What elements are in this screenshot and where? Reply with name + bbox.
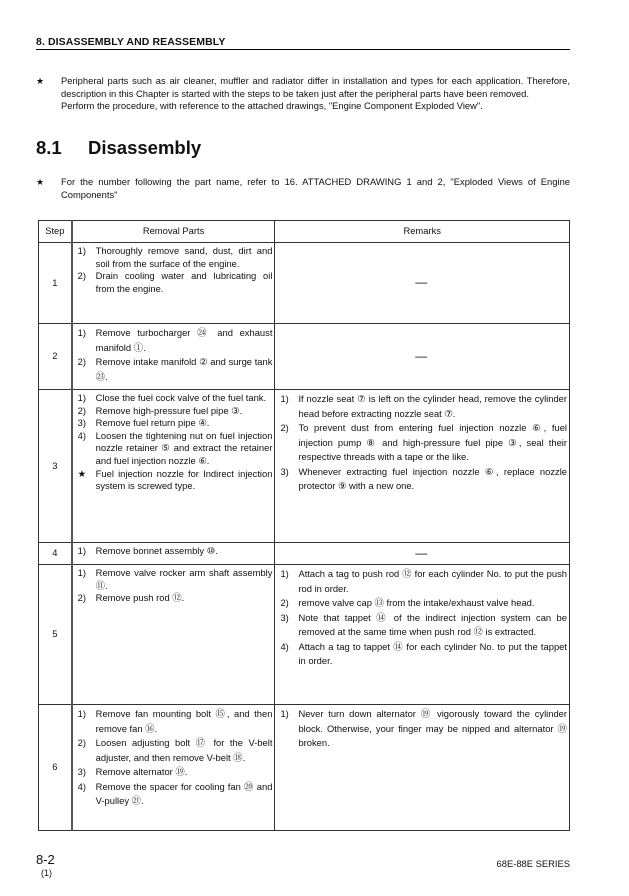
removal-item — [73, 592, 273, 605]
removal-item — [73, 765, 273, 780]
remark-item — [275, 640, 567, 669]
item-text: Close the fuel cock valve of the fuel tank. — [95, 392, 267, 403]
item-text: Remove push rod ⑫. — [95, 592, 185, 604]
remark-item — [275, 596, 567, 611]
item-number: 3) — [77, 766, 87, 777]
header-step: Step — [39, 221, 72, 243]
removal-parts-cell — [72, 565, 275, 705]
item-text: Drain cooling water and lubricating oil from the engine. — [95, 270, 273, 294]
item-text: Loosen adjusting bolt ⑰ for the V-belt adjuster, and then remove V-belt ⑱. — [95, 737, 273, 763]
page-revision: (1) — [41, 868, 52, 878]
item-text: Remove the spacer for cooling fan ⑳ and V-pulley ㉑. — [95, 780, 273, 806]
remark-item — [275, 707, 567, 751]
item-text: Thoroughly remove sand, dust, dirt and soil from the surface of the engine. — [95, 245, 273, 269]
item-text: Remove valve rocker arm shaft assembly ⑪. — [95, 567, 273, 591]
item-text: Attach a tag to push rod ⑫ for each cylinder No. to put the push rod in order. — [298, 568, 567, 594]
remark-item — [275, 611, 567, 640]
header-remarks: Remarks — [275, 221, 570, 243]
table-row — [39, 565, 570, 705]
item-text: Remove turbocharger ㉔ and exhaust manifold ①. — [95, 327, 273, 353]
removal-item — [73, 430, 273, 468]
item-text: Never turn down alternator ⑲ vigorously toward the cylinder block. Otherwise, your finger may be nipped and alternator ⑲ broken. — [298, 708, 567, 748]
item-text: remove valve cap ⑬ from the intake/exhaust valve head. — [298, 597, 535, 608]
step-number: 1 — [39, 243, 72, 324]
step-number: 2 — [39, 324, 72, 390]
item-text: Remove fuel return pipe ④. — [95, 417, 210, 429]
item-text: Remove alternator ⑲. — [95, 766, 188, 777]
item-number: 1) — [280, 393, 289, 404]
intro-note — [36, 75, 570, 113]
remarks-none-dash: — — [275, 324, 570, 390]
item-number: 3) — [77, 417, 87, 429]
chapter-name: Disassembly — [88, 137, 202, 158]
removal-item — [73, 707, 273, 736]
item-text: Remove intake manifold ② and surge tank ㉓. — [95, 356, 273, 382]
reference-note — [36, 176, 570, 201]
chapter-number: 8.1 — [36, 137, 62, 158]
removal-item — [73, 417, 273, 430]
intro-note-text-2: Perform the procedure, with reference to the attached drawings, "Engine Component Exploded View". — [61, 100, 483, 112]
step-number: 5 — [39, 565, 72, 705]
item-text: Attach a tag to tappet ⑭ for each cylinder No. to put the tappet in order. — [298, 640, 567, 666]
removal-item — [73, 567, 273, 592]
item-text: To prevent dust from entering fuel injection nozzle ⑥, fuel injection pump ⑧ and high-pressure fuel pipe ③, seal their respective threads with a tape or the like. — [298, 422, 567, 462]
item-text: Remove high-pressure fuel pipe ③. — [95, 404, 243, 416]
removal-parts-cell — [72, 705, 275, 831]
removal-parts-cell — [72, 243, 275, 324]
page-number: 8-2 — [36, 852, 55, 867]
section-header: 8. DISASSEMBLY AND REASSEMBLY — [36, 36, 570, 50]
star-bullet-icon: ★ — [36, 177, 45, 187]
table-body — [39, 243, 570, 831]
removal-item — [73, 270, 273, 295]
step-number: 3 — [39, 390, 72, 543]
removal-item — [73, 468, 273, 493]
table-header-row — [39, 221, 570, 243]
item-number: 1) — [77, 567, 87, 578]
item-number: 2) — [77, 270, 87, 282]
removal-item — [73, 736, 273, 765]
removal-parts-cell — [72, 543, 275, 565]
item-text: If nozzle seat ⑦ is left on the cylinder head, remove the cylinder head before extracting nozzle seat ⑦. — [298, 393, 567, 419]
remarks-none-dash: — — [275, 243, 570, 324]
item-text: Note that tappet ⑭ of the indirect injection system can be removed at the same time when push rod ⑫ is extracted. — [298, 611, 567, 637]
remarks-cell — [275, 565, 570, 705]
item-number: 1) — [77, 545, 87, 556]
item-number: 2) — [77, 356, 87, 367]
removal-item — [73, 392, 273, 405]
chapter-title — [36, 137, 201, 159]
disassembly-table — [38, 220, 570, 831]
remark-item — [275, 567, 567, 596]
item-number: 3) — [280, 465, 289, 477]
item-number: 3) — [280, 611, 289, 623]
removal-parts-cell — [72, 324, 275, 390]
item-number: 2) — [280, 422, 289, 433]
item-number: 1) — [77, 708, 87, 719]
remark-item — [275, 465, 567, 494]
item-number: 4) — [77, 429, 87, 441]
table-row — [39, 705, 570, 831]
removal-item — [73, 245, 273, 270]
step-number: 4 — [39, 543, 72, 565]
item-number: 1) — [280, 568, 289, 579]
removal-item — [73, 405, 273, 418]
item-number: 1) — [280, 708, 289, 719]
removal-item — [73, 355, 273, 384]
series-name: 68E-88E SERIES — [496, 858, 570, 869]
item-number: 2) — [280, 597, 289, 608]
star-bullet-icon: ★ — [36, 76, 45, 86]
removal-item — [73, 326, 273, 355]
item-number: 1) — [77, 392, 87, 403]
table-row — [39, 543, 570, 565]
item-text: Fuel injection nozzle for Indirect injection system is screwed type. — [95, 467, 273, 492]
reference-note-text: For the number following the part name, refer to 16. ATTACHED DRAWING 1 and 2, "Exploded Views of Engine Components" — [61, 176, 570, 200]
item-number: 4) — [280, 640, 289, 652]
step-number: 6 — [39, 705, 72, 831]
table-row — [39, 324, 570, 390]
item-number: 4) — [77, 780, 87, 792]
star-bullet-icon: ★ — [77, 467, 87, 479]
item-number: 2) — [77, 592, 87, 604]
item-text: Remove fan mounting bolt ⑮, and then remove fan ⑯. — [95, 708, 273, 734]
remarks-cell — [275, 705, 570, 831]
item-number: 1) — [77, 245, 87, 256]
table-row — [39, 243, 570, 324]
remarks-none-dash: — — [275, 543, 570, 565]
item-number: 2) — [77, 404, 87, 416]
remark-item — [275, 392, 567, 421]
item-number: 2) — [77, 737, 87, 748]
item-number: 1) — [77, 327, 87, 338]
remarks-cell — [275, 390, 570, 543]
header-removal-parts: Removal Parts — [72, 221, 275, 243]
removal-parts-cell — [72, 390, 275, 543]
table-row — [39, 390, 570, 543]
remark-item — [275, 421, 567, 465]
intro-note-text: Peripheral parts such as air cleaner, muffler and radiator differ in installation and types for each application. Therefore, description in this Chapter is started with the steps to be taken just after the peripheral parts have been removed. — [61, 75, 570, 99]
removal-item — [73, 780, 273, 809]
item-text: Loosen the tightening nut on fuel injection nozzle retainer ⑤ and extract the retainer and fuel injection nozzle ⑥. — [95, 429, 273, 466]
removal-item — [73, 545, 273, 558]
item-text: Whenever extracting fuel injection nozzle ⑥, replace nozzle protector ⑨ with a new one. — [298, 465, 567, 491]
item-text: Remove bonnet assembly ⑩. — [95, 545, 218, 556]
